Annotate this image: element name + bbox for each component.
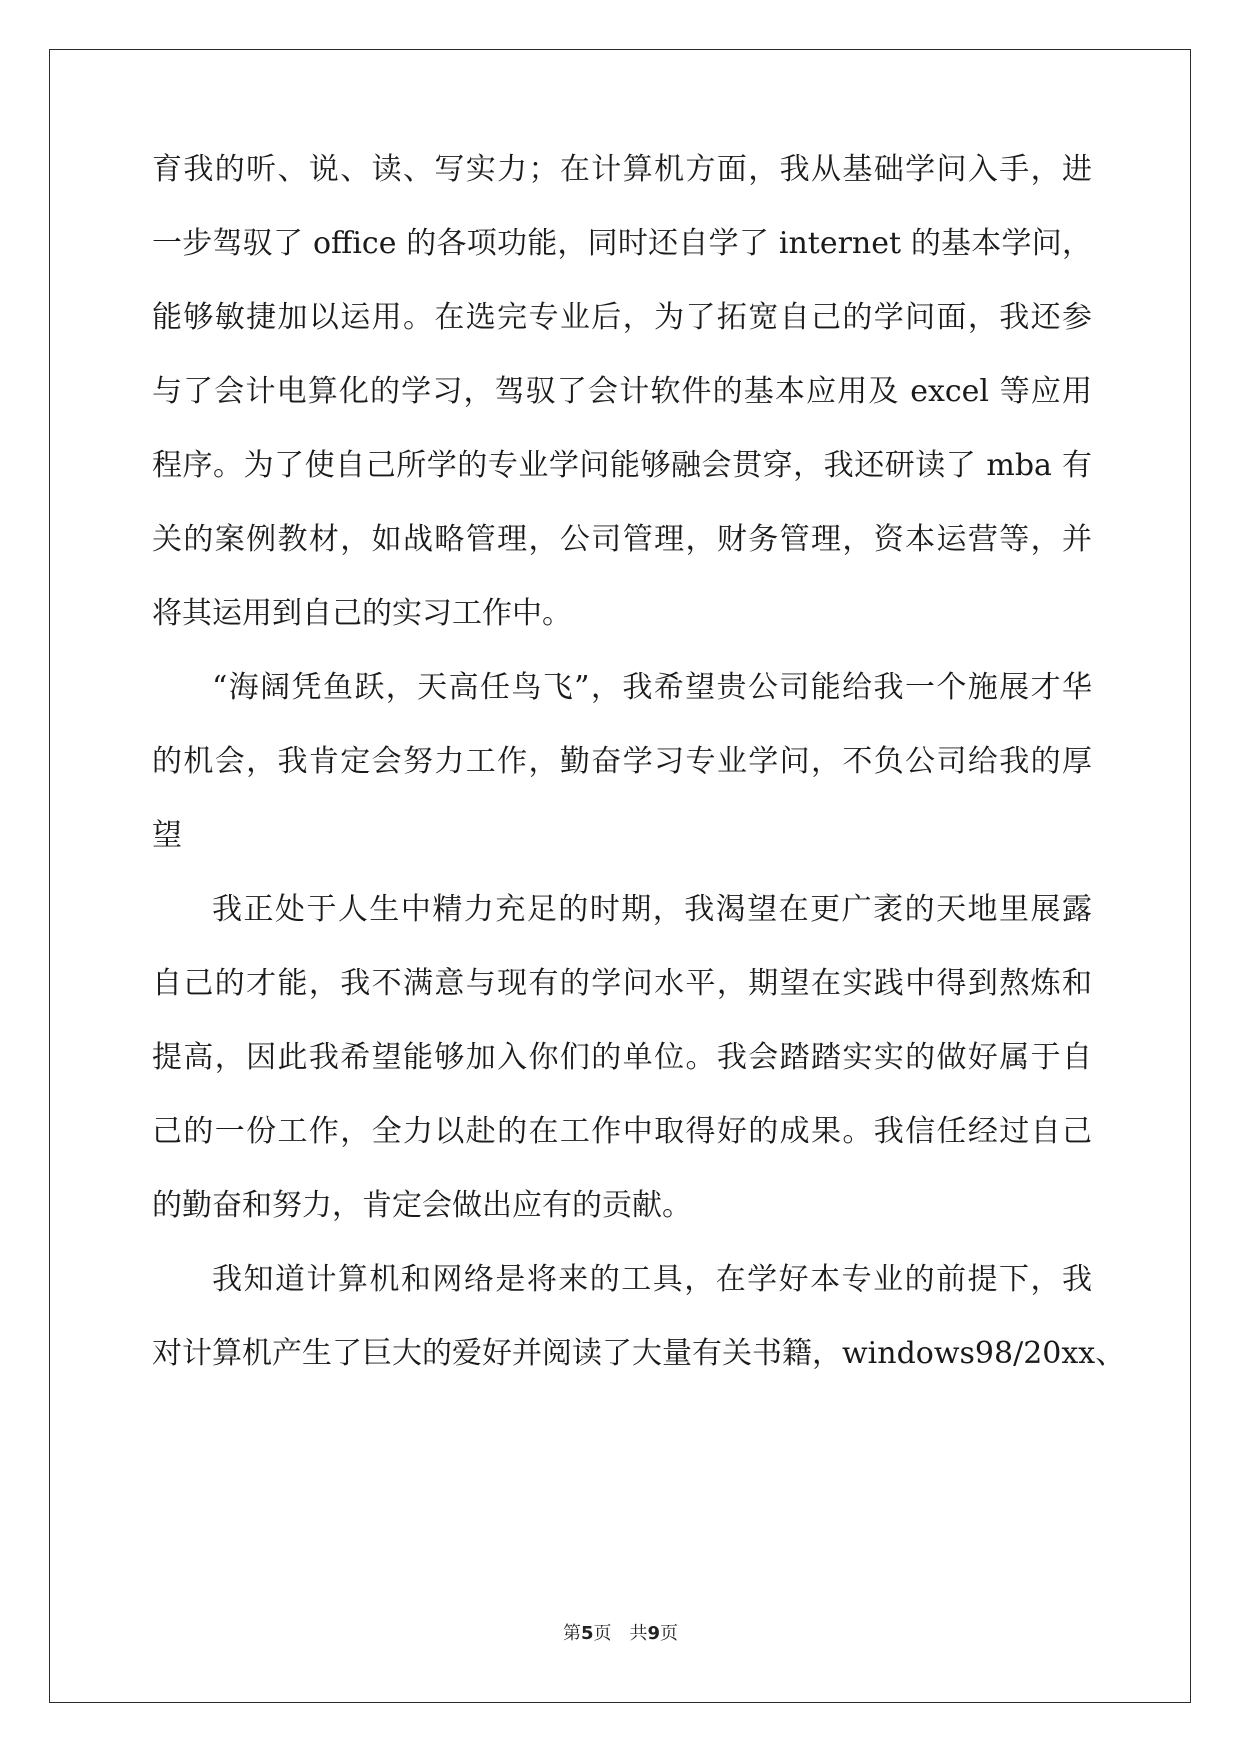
text-line: 己的一份工作，全力以赴的在工作中取得好的成果。我信任经过自己 — [152, 1114, 1092, 1149]
text-line: 望 — [152, 818, 182, 853]
text-line: 程序。为了使自己所学的专业学问能够融会贯穿，我还研读了 mba 有 — [152, 448, 1092, 483]
text-line: 与了会计电算化的学习，驾驭了会计软件的基本应用及 excel 等应用 — [152, 374, 1092, 409]
text-line: 自己的才能，我不满意与现有的学问水平，期望在实践中得到熬炼和 — [152, 966, 1092, 1001]
text-line: 育我的听、说、读、写实力；在计算机方面，我从基础学问入手，进 — [152, 152, 1092, 187]
page-current-number: 5 — [580, 1623, 594, 1644]
page-prefix: 第 — [562, 1623, 581, 1644]
text-line: 提高，因此我希望能够加入你们的单位。我会踏踏实实的做好属于自 — [152, 1040, 1092, 1075]
page-suffix: 页 — [660, 1623, 679, 1644]
paragraph-first-line: 我知道计算机和网络是将来的工具，在学好本专业的前提下，我 — [212, 1262, 1092, 1297]
page-total-number: 9 — [647, 1623, 661, 1644]
text-line: 的机会，我肯定会努力工作，勤奋学习专业学问，不负公司给我的厚 — [152, 744, 1092, 779]
paragraph-first-line: 我正处于人生中精力充足的时期，我渴望在更广袤的天地里展露 — [212, 892, 1092, 927]
text-line: 将其运用到自己的实习工作中。 — [152, 596, 572, 631]
text-line: 关的案例教材，如战略管理，公司管理，财务管理，资本运营等，并 — [152, 522, 1092, 557]
paragraph-first-line: “海阔凭鱼跃，天高任鸟飞”，我希望贵公司能给我一个施展才华 — [212, 670, 1092, 705]
page-footer — [0, 1619, 1241, 1645]
page-mid-text: 页 共 — [593, 1623, 648, 1644]
text-line: 一步驾驭了 office 的各项功能，同时还自学了 internet 的基本学问， — [152, 226, 1092, 261]
text-line: 对计算机产生了巨大的爱好并阅读了大量有关书籍，windows98/20xx、 — [152, 1336, 1126, 1371]
text-line: 的勤奋和努力，肯定会做出应有的贡献。 — [152, 1188, 692, 1223]
text-line: 能够敏捷加以运用。在选完专业后，为了拓宽自己的学问面，我还参 — [152, 300, 1092, 335]
